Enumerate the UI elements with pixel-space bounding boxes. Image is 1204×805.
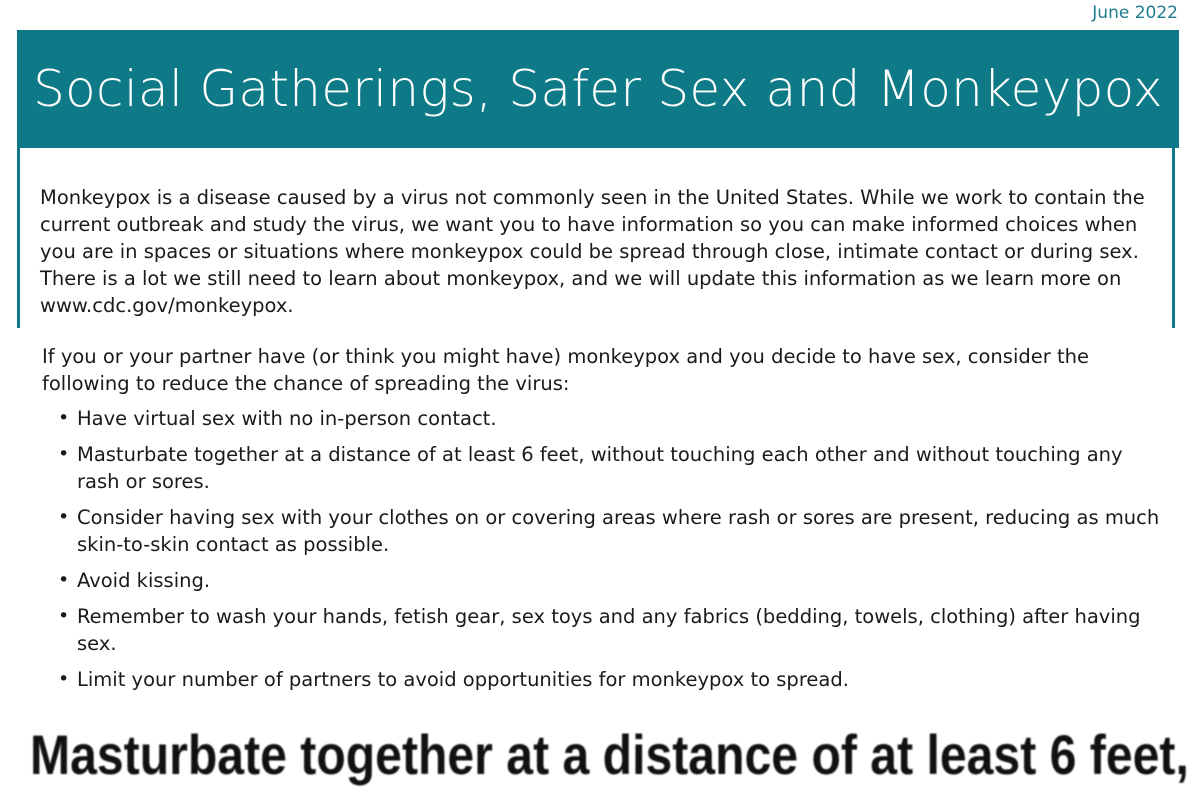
list-item [58,405,1168,432]
tip-text: Avoid kissing. [77,569,211,592]
bullet-icon: • [58,407,70,429]
list-item [58,603,1168,657]
page-title: Social Gatherings, Safer Sex and Monkeypox [33,60,1163,118]
list-item [58,441,1168,495]
list-item [58,504,1168,558]
intro-paragraph: Monkeypox is a disease caused by a virus not commonly seen in the United States. While we work to contain the current outbreak and study the virus, we want you to have information so you can make informed choices when you are in spaces or situations where monkeypox could be spread through close, intimate contact or during sex. There is a lot we still need to learn about monkeypox, and we will update this information as we learn more on www.cdc.gov/monkeypox. [40,186,1145,317]
title-banner [17,30,1179,148]
bullet-icon: • [58,668,70,690]
lead-paragraph: If you or your partner have (or think you might have) monkeypox and you decide to have sex, consider the following to reduce the chance of spreading the virus: [42,345,1089,395]
list-item [58,666,1168,693]
bullet-icon: • [58,506,70,528]
intro-box [17,148,1175,328]
tip-text: Masturbate together at a distance of at least 6 feet, without touching each other and without touching any rash or sores. [77,443,1123,493]
bullet-icon: • [58,605,70,627]
zoomed-caption: Masturbate together at a distance of at least 6 feet, [30,723,1189,786]
tips-list [58,405,1168,702]
list-item [58,567,1168,594]
tip-text: Limit your number of partners to avoid opportunities for monkeypox to spread. [77,668,849,691]
bullet-icon: • [58,569,70,591]
tip-text: Have virtual sex with no in-person contact. [77,407,497,430]
publication-date: June 2022 [1092,3,1178,23]
tip-text: Remember to wash your hands, fetish gear, sex toys and any fabrics (bedding, towels, clothing) after having sex. [77,605,1141,655]
tip-text: Consider having sex with your clothes on or covering areas where rash or sores are present, reducing as much skin-to-skin contact as possible. [77,506,1160,556]
bullet-icon: • [58,443,70,465]
